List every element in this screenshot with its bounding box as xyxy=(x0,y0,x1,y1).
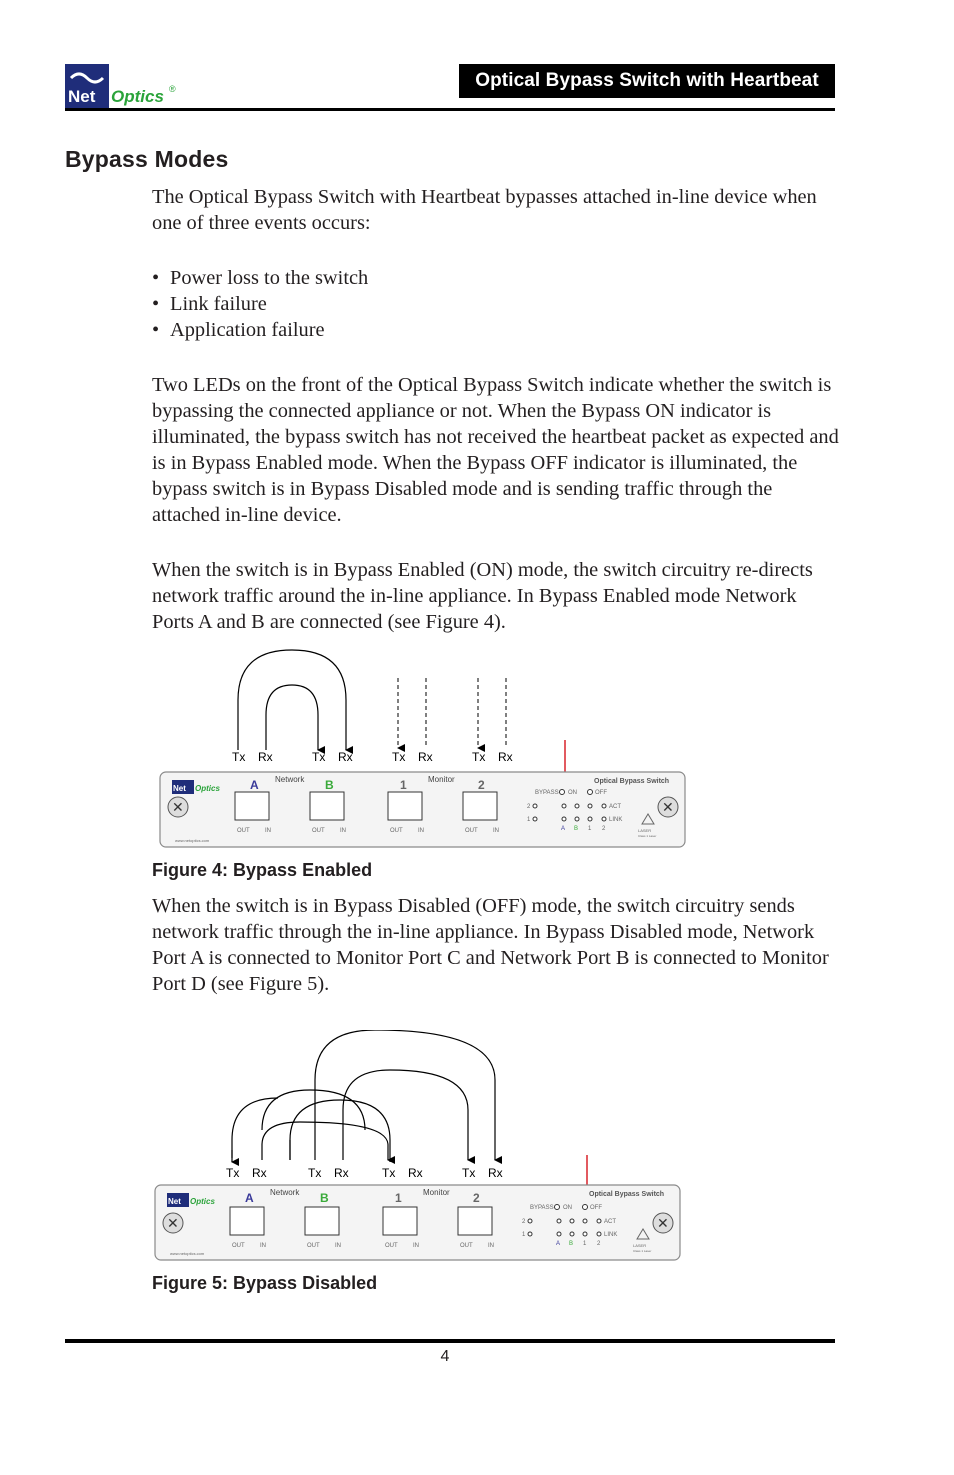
tx-label: Tx xyxy=(392,750,406,764)
list-item: • Application failure xyxy=(152,317,368,343)
svg-text:LASER: LASER xyxy=(633,1243,647,1248)
svg-text:OUT: OUT xyxy=(312,828,325,834)
figure-5-label: Figure 5: xyxy=(152,1273,229,1293)
figure-5-title: Bypass Disabled xyxy=(233,1273,378,1293)
svg-text:✕: ✕ xyxy=(167,1215,179,1231)
list-item: • Power loss to the switch xyxy=(152,265,368,291)
svg-text:2: 2 xyxy=(473,1191,480,1205)
traffic-path xyxy=(232,1100,280,1160)
svg-text:Class 1 Laser: Class 1 Laser xyxy=(633,1249,652,1253)
svg-text:Tx: Tx xyxy=(226,1166,240,1180)
bypass-enabled-paragraph: When the switch is in Bypass Enabled (ON) mode, the switch circuitry re-directs network traffic around the in-line appliance. In Bypass Enabled mode Network Ports A and B are connected (see Figure 4). xyxy=(152,559,813,633)
bypass-loop-inner xyxy=(266,685,318,750)
svg-text:BYPASS: BYPASS xyxy=(535,790,559,796)
svg-text:Rx: Rx xyxy=(334,1166,349,1180)
svg-text:OUT: OUT xyxy=(237,828,250,834)
arrow-network-a-to-monitor xyxy=(232,1098,286,1134)
svg-text:OUT: OUT xyxy=(385,1243,398,1249)
svg-text:✕: ✕ xyxy=(172,799,184,815)
svg-text:IN: IN xyxy=(260,1243,266,1249)
svg-text:Rx: Rx xyxy=(488,1166,503,1180)
front-panel xyxy=(160,772,685,847)
svg-text:B: B xyxy=(569,1241,574,1247)
svg-text:Monitor: Monitor xyxy=(423,1188,450,1197)
svg-text:1: 1 xyxy=(588,826,592,832)
svg-text:B: B xyxy=(574,826,579,832)
svg-text:IN: IN xyxy=(488,1243,494,1249)
svg-text:Optical Bypass Switch: Optical Bypass Switch xyxy=(594,778,670,785)
figure-4-caption xyxy=(152,860,372,881)
tx-label: Tx xyxy=(472,750,486,764)
svg-text:2: 2 xyxy=(597,1241,601,1247)
net-optics-logo xyxy=(65,64,191,108)
tx-label: Tx xyxy=(232,750,246,764)
logo-registered-mark: ® xyxy=(169,84,176,94)
intro-paragraph: The Optical Bypass Switch with Heartbeat bypasses attached in-line device when one of three events occurs: xyxy=(152,186,817,234)
path-rx-1 xyxy=(262,1122,388,1160)
leds-paragraph: Two LEDs on the front of the Optical Bypass Switch indicate whether the switch is bypassing the connected appliance or not. When the Bypass ON indicator is illuminated, the bypass switch has not received the heartbeat packet as expected and is in Bypass Enabled mode. When the Bypass OFF indicator is illuminated, the bypass switch is in Bypass Disabled mode and is sending traffic through the attached in-line device. xyxy=(152,374,839,526)
svg-text:Monitor: Monitor xyxy=(428,775,455,784)
svg-text:LINK: LINK xyxy=(609,817,623,823)
rx-label: Rx xyxy=(338,750,353,764)
svg-text:Rx: Rx xyxy=(252,1166,267,1180)
svg-text:Optics: Optics xyxy=(190,1197,215,1206)
svg-text:OFF: OFF xyxy=(590,1205,602,1211)
svg-text:www.netoptics.com: www.netoptics.com xyxy=(175,838,210,843)
svg-text:Network: Network xyxy=(275,775,305,784)
header-title: Optical Bypass Switch with Heartbeat xyxy=(459,64,835,98)
bypass-loop-outer xyxy=(238,650,346,750)
figure-5-diagram xyxy=(150,1030,695,1270)
svg-text:LINK: LINK xyxy=(604,1232,618,1238)
svg-text:2: 2 xyxy=(522,1219,526,1225)
traffic-path xyxy=(232,1092,360,1160)
bypass-disabled-paragraph: When the switch is in Bypass Disabled (OFF) mode, the switch circuitry sends network traffic through the in-line appliance. In Bypass Disabled mode, Network Port A is connected to Monitor Port C and Network Port B is connected to Monitor Port D (see Figure 5). xyxy=(152,895,829,995)
event-list xyxy=(152,265,368,343)
svg-text:Optics: Optics xyxy=(195,784,220,793)
svg-text:1: 1 xyxy=(395,1191,402,1205)
rx-label: Rx xyxy=(258,750,273,764)
svg-text:✕: ✕ xyxy=(662,799,674,815)
section-title: Bypass Modes xyxy=(65,146,229,172)
path-tx-a-end xyxy=(278,1098,315,1110)
rx-label: Rx xyxy=(498,750,513,764)
svg-text:Network: Network xyxy=(270,1188,300,1197)
svg-text:IN: IN xyxy=(413,1243,419,1249)
svg-text:OUT: OUT xyxy=(465,828,478,834)
svg-text:1: 1 xyxy=(527,817,531,823)
svg-text:1: 1 xyxy=(583,1241,587,1247)
svg-text:OUT: OUT xyxy=(390,828,403,834)
svg-text:IN: IN xyxy=(265,828,271,834)
svg-text:ON: ON xyxy=(563,1205,572,1211)
svg-text:Class 1 Laser: Class 1 Laser xyxy=(638,834,657,838)
footer-rule xyxy=(65,1339,835,1343)
tx-label: Tx xyxy=(312,750,326,764)
svg-text:A: A xyxy=(561,826,566,832)
logo-optics-text: Optics xyxy=(111,87,164,106)
svg-text:Tx: Tx xyxy=(462,1166,476,1180)
front-panel xyxy=(155,1185,680,1260)
svg-text:ACT: ACT xyxy=(604,1219,616,1225)
svg-text:IN: IN xyxy=(493,828,499,834)
svg-text:2: 2 xyxy=(527,804,531,810)
svg-text:ON: ON xyxy=(568,790,577,796)
logo-net-text: Net xyxy=(68,87,96,106)
header-rule xyxy=(65,108,835,111)
svg-text:OFF: OFF xyxy=(595,790,607,796)
figure-4-diagram xyxy=(150,640,695,855)
port-a-label: A xyxy=(250,778,259,792)
svg-text:IN: IN xyxy=(340,828,346,834)
svg-text:Net: Net xyxy=(168,1197,181,1206)
traffic-path xyxy=(343,1070,468,1160)
svg-text:1: 1 xyxy=(400,778,407,792)
svg-text:A: A xyxy=(245,1191,254,1205)
svg-text:1: 1 xyxy=(522,1232,526,1238)
svg-text:2: 2 xyxy=(602,826,606,832)
svg-text:IN: IN xyxy=(335,1243,341,1249)
page-number: 4 xyxy=(440,1348,450,1365)
svg-text:A: A xyxy=(556,1241,561,1247)
svg-text:Optical Bypass Switch: Optical Bypass Switch xyxy=(589,1191,665,1198)
figure-4-title: Bypass Enabled xyxy=(233,860,373,880)
svg-text:OUT: OUT xyxy=(232,1243,245,1249)
svg-text:www.netoptics.com: www.netoptics.com xyxy=(170,1251,205,1256)
figure-5-caption xyxy=(152,1273,377,1294)
svg-text:✕: ✕ xyxy=(657,1215,669,1231)
rx-label: Rx xyxy=(418,750,433,764)
svg-text:IN: IN xyxy=(418,828,424,834)
svg-text:2: 2 xyxy=(478,778,485,792)
svg-text:LASER: LASER xyxy=(638,828,652,833)
svg-text:ACT: ACT xyxy=(609,804,621,810)
port-b-label: B xyxy=(325,778,334,792)
traffic-path xyxy=(262,1090,365,1130)
svg-text:OUT: OUT xyxy=(460,1243,473,1249)
svg-text:B: B xyxy=(320,1191,329,1205)
svg-text:OUT: OUT xyxy=(307,1243,320,1249)
list-item: • Link failure xyxy=(152,291,368,317)
svg-text:BYPASS: BYPASS xyxy=(530,1205,554,1211)
figure-4-label: Figure 4: xyxy=(152,860,229,880)
svg-text:Tx: Tx xyxy=(308,1166,322,1180)
svg-text:Rx: Rx xyxy=(408,1166,423,1180)
svg-text:Tx: Tx xyxy=(382,1166,396,1180)
svg-text:Net: Net xyxy=(173,784,186,793)
